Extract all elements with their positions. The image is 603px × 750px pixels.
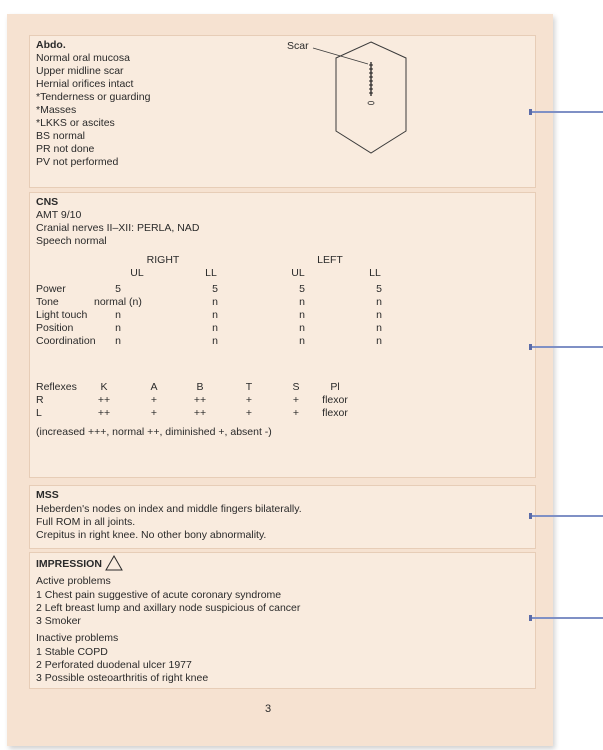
reflex-cell: + (245, 394, 253, 406)
reflex-cell: ++ (193, 407, 207, 419)
cns-cell: n (115, 322, 121, 334)
reflex-header: Reflexes (36, 381, 77, 393)
impression-title: IMPRESSION (36, 558, 102, 570)
cns-line: Speech normal (36, 235, 107, 247)
reflex-cell: + (292, 407, 300, 419)
reflex-cell: + (292, 394, 300, 406)
inactive-problem: 2 Perforated duodenal ulcer 1977 (36, 659, 192, 671)
limb-header: LL (369, 267, 381, 279)
cns-cell: 5 (115, 283, 121, 295)
left-side-label: LEFT (317, 254, 343, 266)
scar-label: Scar (287, 40, 309, 52)
reflex-header: B (196, 381, 204, 393)
cns-cell: 5 (376, 283, 382, 295)
reflex-header: K (100, 381, 108, 393)
umbilicus (368, 101, 374, 104)
reflex-cell: L (36, 407, 42, 419)
section-tab (532, 515, 603, 517)
notes-page (7, 14, 553, 746)
abdo-line: Upper midline scar (36, 65, 124, 77)
limb-header: LL (205, 267, 217, 279)
section-tab (532, 346, 603, 348)
cns-cell: n (376, 309, 382, 321)
cns-cell: n (115, 335, 121, 347)
abdo-line: PR not done (36, 143, 95, 155)
reflex-header: S (292, 381, 300, 393)
reflex-header: A (150, 381, 158, 393)
cns-cell: n (376, 296, 382, 308)
active-problem: 1 Chest pain suggestive of acute coronary syndrome (36, 589, 282, 601)
abdomen-diagram (30, 36, 535, 187)
reflex-cell: ++ (97, 407, 111, 419)
inactive-problems-label: Inactive problems (36, 632, 119, 644)
reflex-cell: R (36, 394, 44, 406)
abdo-line: PV not performed (36, 156, 119, 168)
cns-cell: n (299, 335, 305, 347)
reflex-header: T (245, 381, 253, 393)
mss-line: Crepitus in right knee. No other bony abnormality. (36, 529, 267, 541)
cns-cell: n (299, 322, 305, 334)
cns-line: Cranial nerves II–XII: PERLA, NAD (36, 222, 200, 234)
cns-cell: n (115, 309, 121, 321)
reflex-cell: + (150, 407, 158, 419)
active-problems-label: Active problems (36, 575, 111, 587)
cns-cell: n (212, 322, 218, 334)
scar-pointer (313, 48, 368, 64)
cns-line: AMT 9/10 (36, 209, 82, 221)
inactive-problem: 3 Possible osteoarthritis of right knee (36, 672, 209, 684)
page-number: 3 (265, 703, 272, 715)
section-tab (532, 617, 603, 619)
cns-cell: 5 (212, 283, 218, 295)
mss-line: Full ROM in all joints. (36, 516, 136, 528)
mss-title: MSS (36, 489, 59, 501)
cns-cell: n (212, 335, 218, 347)
reflex-cell: flexor (322, 394, 348, 406)
abdomen-outline (336, 42, 406, 153)
reflex-cell: + (245, 407, 253, 419)
cns-cell: 5 (299, 283, 305, 295)
reflex-cell: ++ (193, 394, 207, 406)
cns-row-label: Light touch (36, 309, 88, 321)
section-tab (532, 111, 603, 113)
abdo-line: Normal oral mucosa (36, 52, 130, 64)
abdo-title: Abdo. (36, 39, 66, 51)
cns-cell: normal (n) (94, 296, 142, 308)
abdo-line: Hernial orifices intact (36, 78, 134, 90)
abdo-line: *LKKS or ascites (36, 117, 115, 129)
reflex-cell: flexor (322, 407, 348, 419)
cns-cell: n (299, 296, 305, 308)
right-side-label: RIGHT (146, 254, 180, 266)
cns-cell: n (376, 322, 382, 334)
abdo-line: BS normal (36, 130, 86, 142)
cns-row-label: Power (36, 283, 66, 295)
limb-header: UL (291, 267, 305, 279)
limb-header: UL (130, 267, 144, 279)
cns-row-label: Tone (36, 296, 59, 308)
reflex-cell: ++ (97, 394, 111, 406)
abdo-line: *Masses (36, 104, 77, 116)
mss-line: Heberden's nodes on index and middle fingers bilaterally. (36, 503, 302, 515)
reflex-cell: + (150, 394, 158, 406)
cns-cell: n (299, 309, 305, 321)
reflex-key: (increased +++, normal ++, diminished +, absent -) (36, 426, 272, 438)
cns-section (29, 192, 536, 478)
reflex-header: Pl (330, 381, 340, 393)
cns-cell: n (376, 335, 382, 347)
cns-cell: n (212, 309, 218, 321)
cns-row-label: Position (36, 322, 74, 334)
active-problem: 2 Left breast lump and axillary node suspicious of cancer (36, 602, 301, 614)
abdo-section (29, 35, 536, 188)
cns-title: CNS (36, 196, 59, 208)
inactive-problem: 1 Stable COPD (36, 646, 108, 658)
active-problem: 3 Smoker (36, 615, 81, 627)
abdo-line: *Tenderness or guarding (36, 91, 151, 103)
mss-section (29, 485, 536, 549)
cns-cell: n (212, 296, 218, 308)
warning-triangle-icon (105, 555, 123, 571)
impression-section (29, 552, 536, 689)
cns-row-label: Coordination (36, 335, 96, 347)
